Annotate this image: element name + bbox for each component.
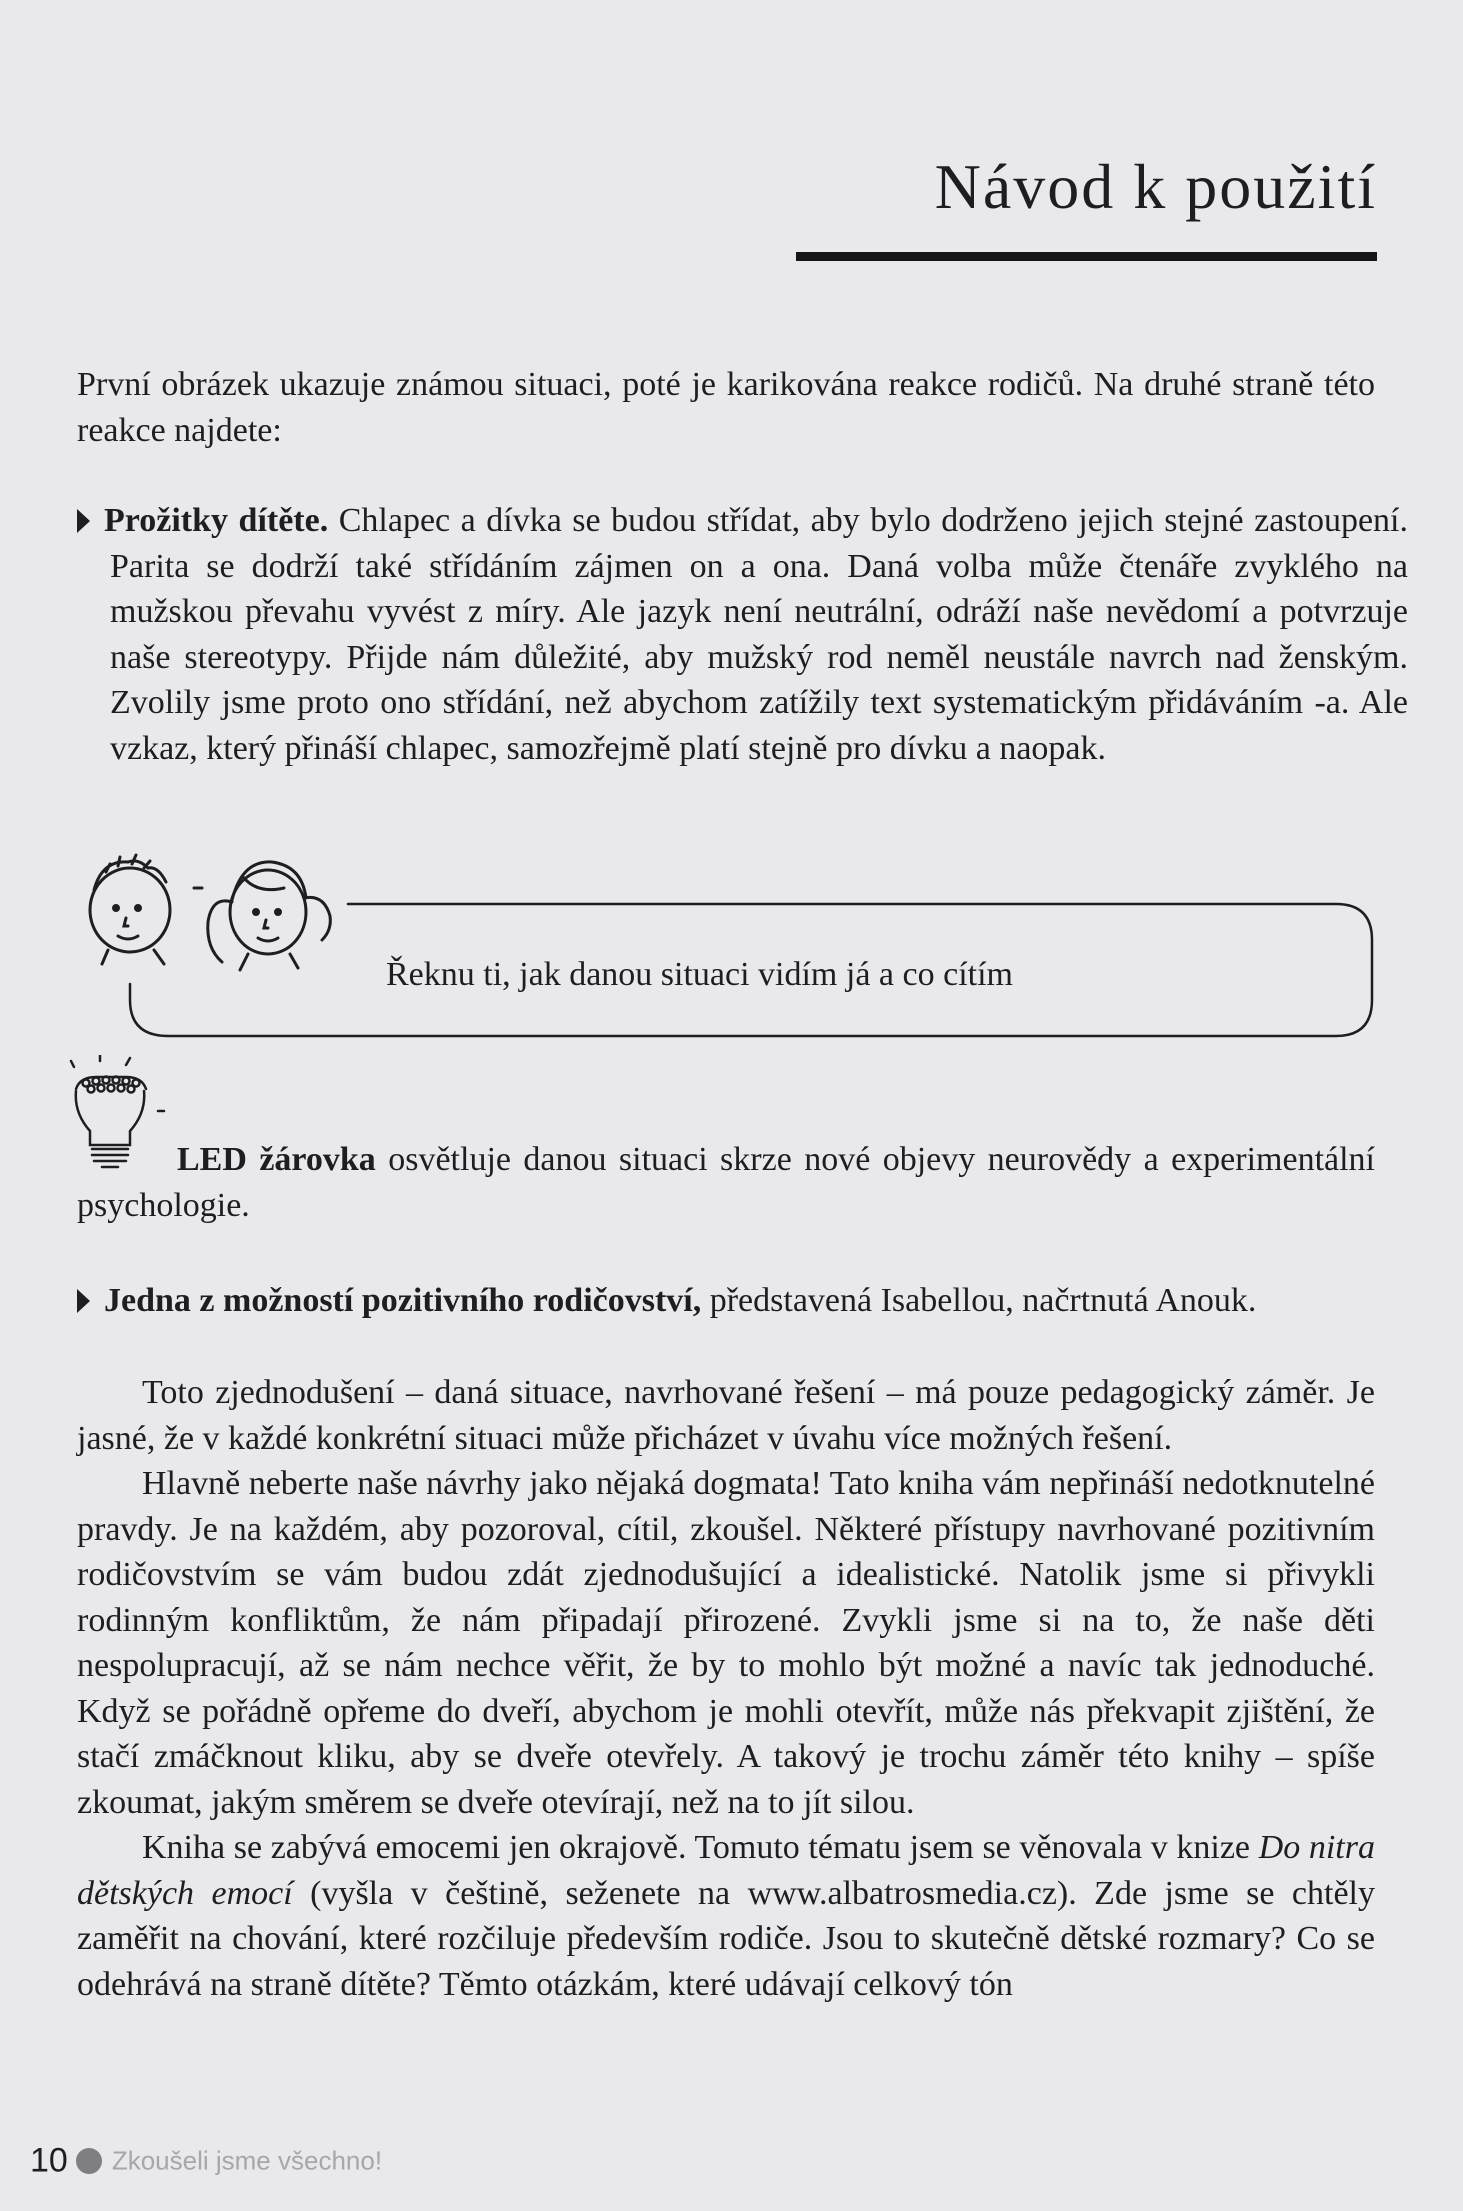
speech-bubble-text: Řeknu ti, jak danou situaci vidím já a co cítím xyxy=(386,956,1013,993)
intro-paragraph: První obrázek ukazuje známou situaci, poté je karikována reakce rodičů. Na druhé straně této reakce najdete: xyxy=(77,366,1375,449)
body-paragraph-3 xyxy=(77,1825,1375,2007)
bullet-item-text: představená Isabellou, načrtnutá Anouk. xyxy=(701,1282,1257,1319)
title-rule xyxy=(796,252,1377,261)
book-title-italic: Do nitra dětských emocí xyxy=(77,1829,1375,1912)
bullet-item-bold: Jedna z možností pozitivního rodičovství, xyxy=(104,1282,702,1319)
footer-book-title: Zkoušeli jsme všechno! xyxy=(111,2145,383,2176)
bullet-icon xyxy=(77,509,90,533)
led-bold: LED žárovka xyxy=(177,1141,376,1178)
body-paragraph-2: Hlavně neberte naše návrhy jako nějaká dogmata! Tato kniha vám nepřináší nedotknutelné pravdy. Je na každém, aby pozoroval, cítil, zkoušel. Některé přístupy navrhované pozitivním rodičovstvím se vám budou zdát zjednodušující a idealistické. Natolik jsme si přivykli rodinným konfliktům, že nám připadají přirozené. Zvykli jsme si na to, že naše děti nespolupracují, až se nám nechce věřit, že by to mohlo být možné a navíc tak jednoduché. Když se pořádně opřeme do dveří, abychom je mohli otevřít, může nás překvapit zjištění, že stačí zmáčknout kliku, aby se dveře otevřely. A takový je trochu záměr této knihy – spíše zkoumat, jakým směrem se dveře otevírají, než na to jít silou. xyxy=(77,1465,1375,1821)
led-text: osvětluje danou situaci skrze nové objevy neurovědy a experimentální psychologie. xyxy=(77,1141,1375,1224)
body-paragraph-1: Toto zjednodušení – daná situace, navrhované řešení – má pouze pedagogický záměr. Je jasné, že v každé konkrétní situaci může přicházet v úvahu více možných řešení. xyxy=(77,1374,1375,1457)
led-paragraph xyxy=(77,1137,1375,1228)
body-paragraph-3-start: Kniha se zabývá emocemi jen okrajově. Tomuto tématu jsem se věnovala v knize xyxy=(142,1829,1259,1866)
page-footer xyxy=(30,2140,382,2181)
body-text xyxy=(77,1370,1375,2007)
footer-dot-icon xyxy=(76,2148,102,2174)
bullet-icon xyxy=(77,1289,90,1313)
body-paragraph-3-end: (vyšla v češtině, seženete na www.albatrosmedia.cz). Zde jsme se chtěly zaměřit na chování, které rozčiluje především rodiče. Jsou to skutečně dětské rozmary? Co se odehrává na straně dítěte? Těmto otázkám, které udávají celkový tón xyxy=(77,1874,1375,2003)
bullet-item-positive-parenting xyxy=(77,1278,1408,1324)
page-number: 10 xyxy=(30,2141,68,2180)
bullet-item-child-experience xyxy=(77,498,1408,771)
bullet-item-bold: Prožitky dítěte. xyxy=(104,502,329,539)
page-title: Návod k použití xyxy=(934,151,1377,222)
bullet-item-text: Chlapec a dívka se budou střídat, aby bylo dodrženo jejich stejné zastoupení. Parita se dodrží také střídáním zájmen on a ona. Daná volba může čtenáře zvyklého na mužskou převahu vyvést z míry. Ale jazyk není neutrální, odráží naše nevědomí a potvrzuje naše stereotypy. Přijde nám důležité, aby mužský rod neměl neustále navrch nad ženským. Zvolily jsme proto ono střídání, než abychom zatížily text systematickým přidáváním -a. Ale vzkaz, který přináší chlapec, samozřejmě platí stejně pro dívku a naopak. xyxy=(110,502,1408,767)
